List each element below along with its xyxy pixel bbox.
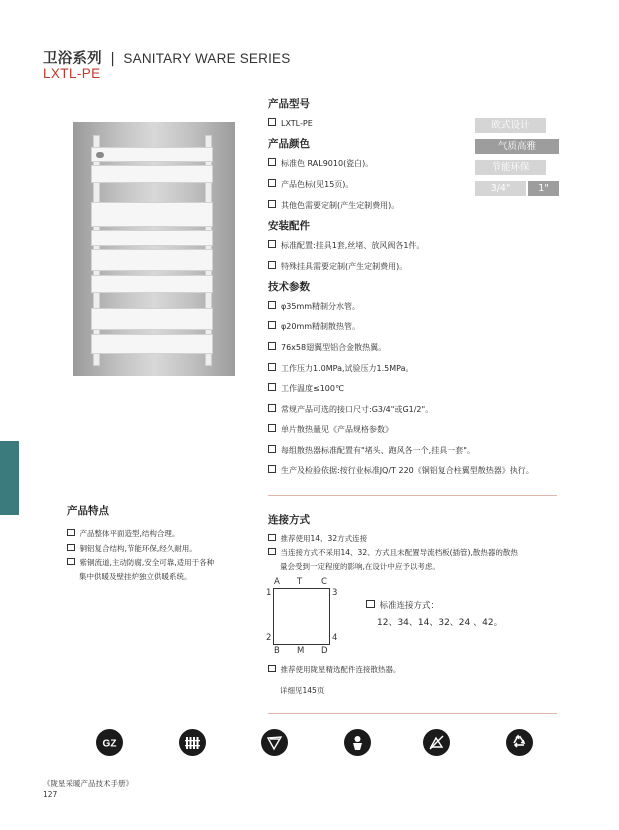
checkbox-icon [268, 445, 276, 453]
series-heading [43, 47, 290, 68]
connection-title: 连接方式 [268, 514, 310, 526]
feature-item: 产品整体平面造型,结构合理。 [67, 528, 179, 539]
manual-title: 《陇星采暖产品技术手册》 [43, 779, 133, 788]
checkbox-icon [268, 118, 276, 126]
connection-item-continuation: 量会受到一定程度的影响,在设计中应予以考虑。 [280, 562, 440, 571]
checkbox-icon [366, 600, 375, 609]
tag-size-1: 1" [528, 181, 559, 196]
diagram-label-top: T [297, 577, 303, 587]
tech-item: 常规产品可选的接口尺寸:G3/4"或G1/2"。 [268, 404, 433, 415]
gz-certification-icon [96, 729, 123, 756]
install-item: 标准配置:挂具1套,丝堵、放风阀各1件。 [268, 240, 424, 251]
series-title-en: SANITARY WARE SERIES [123, 51, 291, 66]
checkbox-icon [268, 404, 276, 412]
diagram-label-bottom: M [297, 646, 305, 656]
standard-connection-values: 12、34、14、32、24 、42。 [377, 618, 503, 628]
radiator-slat [91, 308, 213, 330]
connection-diagram-box [273, 588, 330, 645]
radiator-slat [91, 275, 213, 293]
tech-item: 生产及检验依据:按行业标准JQ/T 220《铜铝复合柱翼型散热器》执行。 [268, 465, 534, 476]
checkbox-icon [67, 529, 75, 537]
tech-item: 工作压力1.0MPa,试验压力1.5MPa。 [268, 363, 414, 374]
tech-item: 76x58翅翼型铝合金散热翼。 [268, 342, 386, 353]
gz-icon-text: GZ [102, 738, 117, 750]
radiator-slat [91, 165, 213, 183]
page-number: 127 [43, 790, 58, 799]
tech-item: 单片散热量见《产品规格参数》 [268, 424, 393, 435]
checkbox-icon [268, 301, 276, 309]
checkbox-icon [268, 261, 276, 269]
tag-eco: 节能环保 [475, 160, 546, 175]
feature-item: 铜铝复合结构,节能环保,经久耐用。 [67, 543, 197, 554]
connection-item: 推荐使用14、32方式连接 [268, 533, 367, 544]
checkbox-icon [268, 383, 276, 391]
detail-page-ref: 详细见145页 [280, 686, 325, 695]
diagram-label-bottom: B [274, 646, 280, 656]
checkbox-icon [268, 240, 276, 248]
recycle-icon [506, 729, 533, 756]
series-title-cn: 卫浴系列 [43, 51, 102, 67]
features-title: 产品特点 [67, 505, 109, 517]
tech-item: 工作温度≤100℃ [268, 383, 344, 394]
checkbox-icon [268, 179, 276, 187]
title-separator: | [110, 51, 116, 67]
feature-item: 紫铜流道,主动防腐,安全可靠,适用于各种 [67, 557, 214, 568]
product-photo [73, 122, 235, 376]
connection-item: 推荐使用陇星精选配件连接散热器。 [268, 664, 401, 675]
tag-size-3-4: 3/4" [475, 181, 526, 196]
air-valve-knob [96, 152, 104, 158]
checkbox-icon [268, 465, 276, 473]
checkbox-icon [268, 200, 276, 208]
model-title: LXTL-PE [43, 66, 101, 81]
checkbox-icon [268, 342, 276, 350]
feature-item-continuation: 集中供暖及壁挂炉独立供暖系统。 [79, 572, 192, 581]
color-item: 产品色标(见15页)。 [268, 179, 353, 190]
diagram-label-top: A [274, 577, 280, 587]
model-item: LXTL-PE [268, 118, 313, 128]
diagram-label-side: 2 [266, 633, 272, 643]
diagram-label-bottom: D [321, 646, 328, 656]
diagram-label-side: 3 [332, 588, 338, 598]
diagram-label-side: 1 [266, 588, 272, 598]
diagram-label-side: 4 [332, 633, 338, 643]
side-tab-marker [0, 441, 19, 515]
standard-connection-title: 标准连接方式： [366, 599, 439, 611]
checkbox-icon [268, 534, 276, 542]
checkbox-icon [67, 558, 75, 566]
install-item: 特殊挂具需要定制(产生定制费用)。 [268, 261, 407, 272]
tech-item: φ20mm精制散热管。 [268, 321, 360, 332]
radiator-slat [91, 334, 213, 354]
triangle-profile-icon [261, 729, 288, 756]
tech-item: φ35mm精制分水管。 [268, 301, 360, 312]
section-divider [268, 495, 557, 496]
tag-european-design: 欧式设计 [475, 118, 546, 133]
radiator-icon [179, 729, 206, 756]
anti-corrosion-icon [344, 729, 371, 756]
model-section-title: 产品型号 [268, 98, 310, 110]
checkbox-icon [67, 544, 75, 552]
checkbox-icon [268, 158, 276, 166]
checkbox-icon [268, 321, 276, 329]
checkbox-icon [268, 363, 276, 371]
radiator-slat [91, 230, 213, 246]
radiator-slat [91, 249, 213, 271]
color-item: 其他色需要定制(产生定制费用)。 [268, 200, 399, 211]
checkbox-icon [268, 548, 276, 556]
install-section-title: 安装配件 [268, 220, 310, 232]
checkbox-icon [268, 665, 276, 673]
connection-item: 当连接方式不采用14、32、方式且未配置导流档板(插管),散热器的散热 [268, 547, 518, 558]
diagram-label-top: C [321, 577, 327, 587]
radiator-slat [91, 202, 213, 227]
tag-elegant: 气质高雅 [475, 139, 559, 154]
no-leak-icon [423, 729, 450, 756]
section-divider [268, 713, 557, 714]
tech-section-title: 技术参数 [268, 281, 310, 293]
radiator-slat [91, 147, 213, 162]
color-item: 标准色 RAL9010(瓷白)。 [268, 158, 373, 169]
color-section-title: 产品颜色 [268, 138, 310, 150]
checkbox-icon [268, 424, 276, 432]
tech-item: 每组散热器标准配置有"堵头、跑风各一个,挂具一套"。 [268, 445, 475, 456]
